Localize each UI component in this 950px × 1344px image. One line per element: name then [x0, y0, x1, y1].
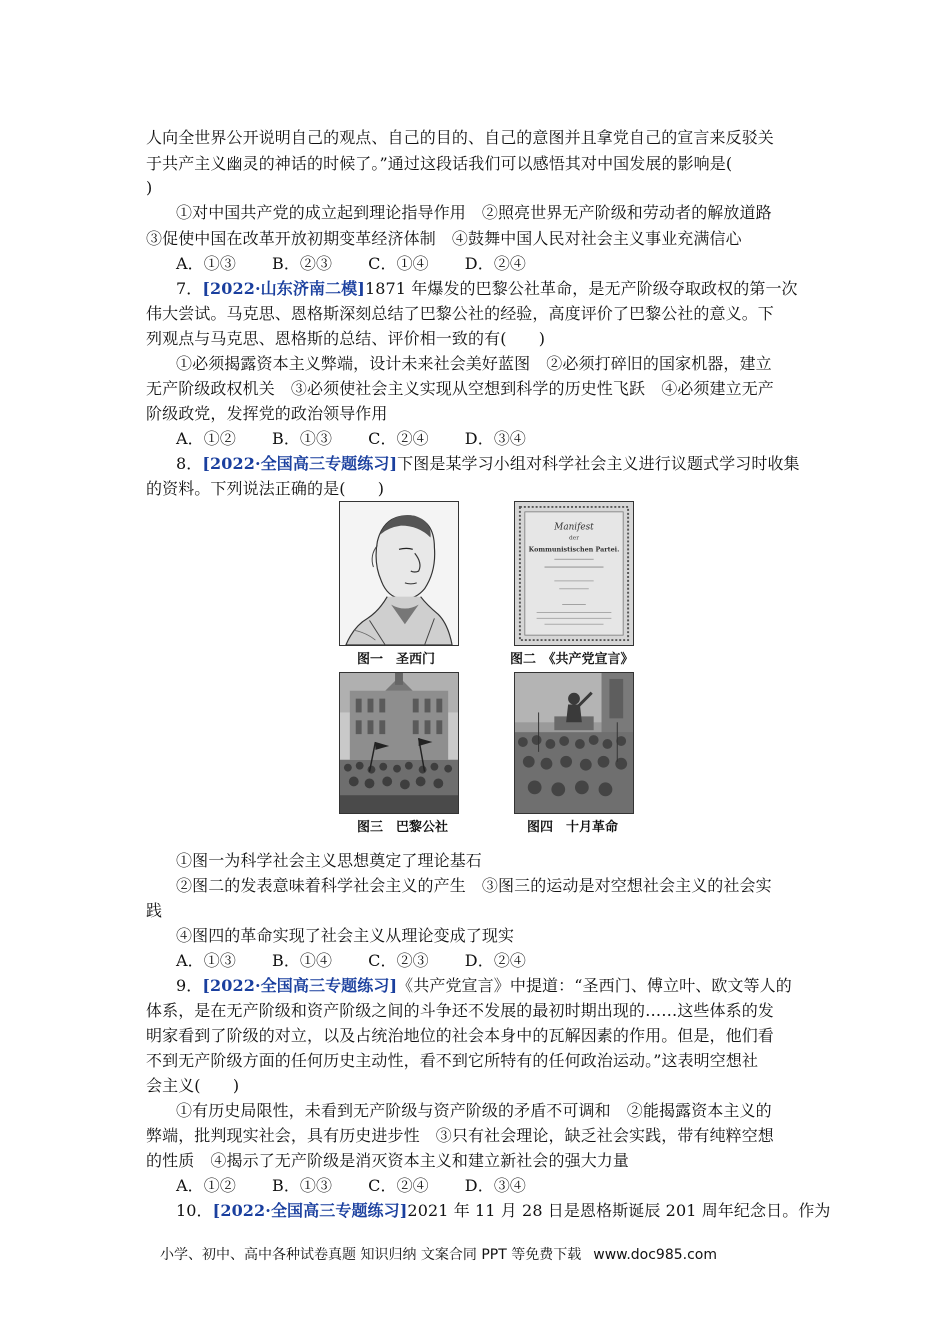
- option-c[interactable]: C．①④: [368, 254, 429, 273]
- text-line: 无产阶级政权机关 ③必须使社会主义实现从空想到科学的历史性飞跃 ④必须建立无产: [146, 379, 774, 398]
- text-line: ①对中国共产党的成立起到理论指导作用 ②照亮世界无产阶级和劳动者的解放道路: [176, 203, 772, 222]
- text-line: 伟大尝试。马克思、恩格斯深刻总结了巴黎公社的经验，高度评价了巴黎公社的意义。下: [146, 304, 774, 323]
- option-b[interactable]: B．①③: [271, 1176, 333, 1195]
- paris-commune-image: [339, 672, 459, 814]
- text-line: ③促使中国在改革开放初期变革经济体制 ④鼓舞中国人民对社会主义事业充满信心: [146, 229, 742, 248]
- question-text: 1871 年爆发的巴黎公社革命，是无产阶级夺取政权的第一次: [364, 279, 798, 298]
- text-line: ): [146, 178, 153, 197]
- text-line: 践: [146, 901, 163, 920]
- text-line: 的资料。下列说法正确的是( ): [146, 479, 385, 498]
- question-10: [176, 1201, 831, 1221]
- manifesto-word: der: [568, 535, 580, 542]
- footer-link[interactable]: www.doc985.com: [593, 1247, 717, 1263]
- text-line: 人向全世界公开说明自己的观点、自己的目的、自己的意图并且拿党自己的宣言来反驳关: [146, 128, 774, 147]
- option-d[interactable]: D．②④: [464, 951, 527, 970]
- question-9: [176, 976, 792, 996]
- option-a[interactable]: A．①③: [176, 951, 236, 970]
- text-line: ④图四的革命实现了社会主义从理论变成了现实: [176, 926, 515, 945]
- option-c[interactable]: C．②④: [368, 429, 429, 448]
- question-source: [2022·全国高三专题练习]: [202, 976, 398, 995]
- option-b[interactable]: B．①④: [271, 951, 333, 970]
- option-b[interactable]: B．②③: [271, 254, 333, 273]
- text-line: 明家看到了阶级的对立，以及占统治地位的社会本身中的瓦解因素的作用。但是，他们看: [146, 1026, 774, 1045]
- option-c[interactable]: C．②③: [368, 951, 429, 970]
- option-d[interactable]: D．③④: [464, 1176, 527, 1195]
- manifesto-title: Manifest: [554, 522, 594, 533]
- text-line: 不到无产阶级方面的任何历史主动性，看不到它所特有的任何政治运动。”这表明空想社: [146, 1051, 759, 1070]
- text-line: 会主义( ): [146, 1076, 240, 1095]
- option-b[interactable]: B．①③: [271, 429, 333, 448]
- question-number: 10．: [176, 1201, 213, 1220]
- text-line: 弊端，批判现实社会，具有历史进步性 ③只有社会理论，缺乏社会实践，带有纯粹空想: [146, 1126, 774, 1145]
- question-text: 2021 年 11 月 28 日是恩格斯诞辰 201 周年纪念日。作为: [407, 1201, 831, 1220]
- q8-options: [176, 951, 562, 971]
- october-revolution-image: [514, 672, 634, 814]
- question-source: [2022·全国高三专题练习]: [202, 454, 398, 473]
- figure-caption: 图四 十月革命: [527, 820, 619, 835]
- option-a[interactable]: A．①③: [176, 254, 236, 273]
- option-c[interactable]: C．②④: [368, 1176, 429, 1195]
- figure-caption: 图二 《共产党宣言》: [510, 652, 634, 667]
- text-line: 阶级政党，发挥党的政治领导作用: [146, 404, 388, 423]
- text-line: ②图二的发表意味着科学社会主义的产生 ③图三的运动是对空想社会主义的社会实: [176, 876, 772, 895]
- text-line: ①图一为科学社会主义思想奠定了理论基石: [176, 851, 482, 870]
- text-line: 于共产主义幽灵的神话的时候了。”通过这段话我们可以感悟其对中国发展的影响是(: [146, 154, 733, 173]
- manifesto-subtitle: Kommunistischen Partei.: [528, 545, 620, 554]
- page-footer: [160, 1246, 717, 1264]
- question-text: 下图是某学习小组对科学社会主义进行议题式学习时收集: [397, 454, 800, 473]
- question-7: [176, 279, 798, 299]
- option-d[interactable]: D．③④: [464, 429, 527, 448]
- question-text: 《共产党宣言》中提道：“圣西门、傅立叶、欧文等人的: [397, 976, 792, 995]
- text-line: ①必须揭露资本主义弊端，设计未来社会美好蓝图 ②必须打碎旧的国家机器，建立: [176, 354, 772, 373]
- text-line: 体系，是在无产阶级和资产阶级之间的斗争还不发展的最初时期出现的……这些体系的发: [146, 1001, 774, 1020]
- option-d[interactable]: D．②④: [464, 254, 527, 273]
- option-a[interactable]: A．①②: [176, 429, 236, 448]
- option-a[interactable]: A．①②: [176, 1176, 236, 1195]
- figure-caption: 图三 巴黎公社: [357, 820, 449, 835]
- question-source: [2022·全国高三专题练习]: [212, 1201, 408, 1220]
- question-8: [176, 454, 800, 474]
- question-number: 9．: [176, 976, 203, 995]
- footer-text: 小学、初中、高中各种试卷真题 知识归纳 文案合同 PPT 等免费下载: [160, 1247, 582, 1263]
- question-number: 8．: [176, 454, 203, 473]
- q7-options: [176, 429, 562, 449]
- portrait-image: [339, 501, 459, 646]
- q9-options: [176, 1176, 562, 1196]
- figure-caption: 图一 圣西门: [357, 652, 436, 667]
- question-source: [2022·山东济南二模]: [202, 279, 365, 298]
- manifesto-cover-image: [514, 501, 634, 646]
- question-number: 7．: [176, 279, 203, 298]
- q6-options: [176, 254, 562, 274]
- text-line: 的性质 ④揭示了无产阶级是消灭资本主义和建立新社会的强大力量: [146, 1151, 630, 1170]
- text-line: 列观点与马克思、恩格斯的总结、评价相一致的有( ): [146, 329, 546, 348]
- text-line: ①有历史局限性，未看到无产阶级与资产阶级的矛盾不可调和 ②能揭露资本主义的: [176, 1101, 772, 1120]
